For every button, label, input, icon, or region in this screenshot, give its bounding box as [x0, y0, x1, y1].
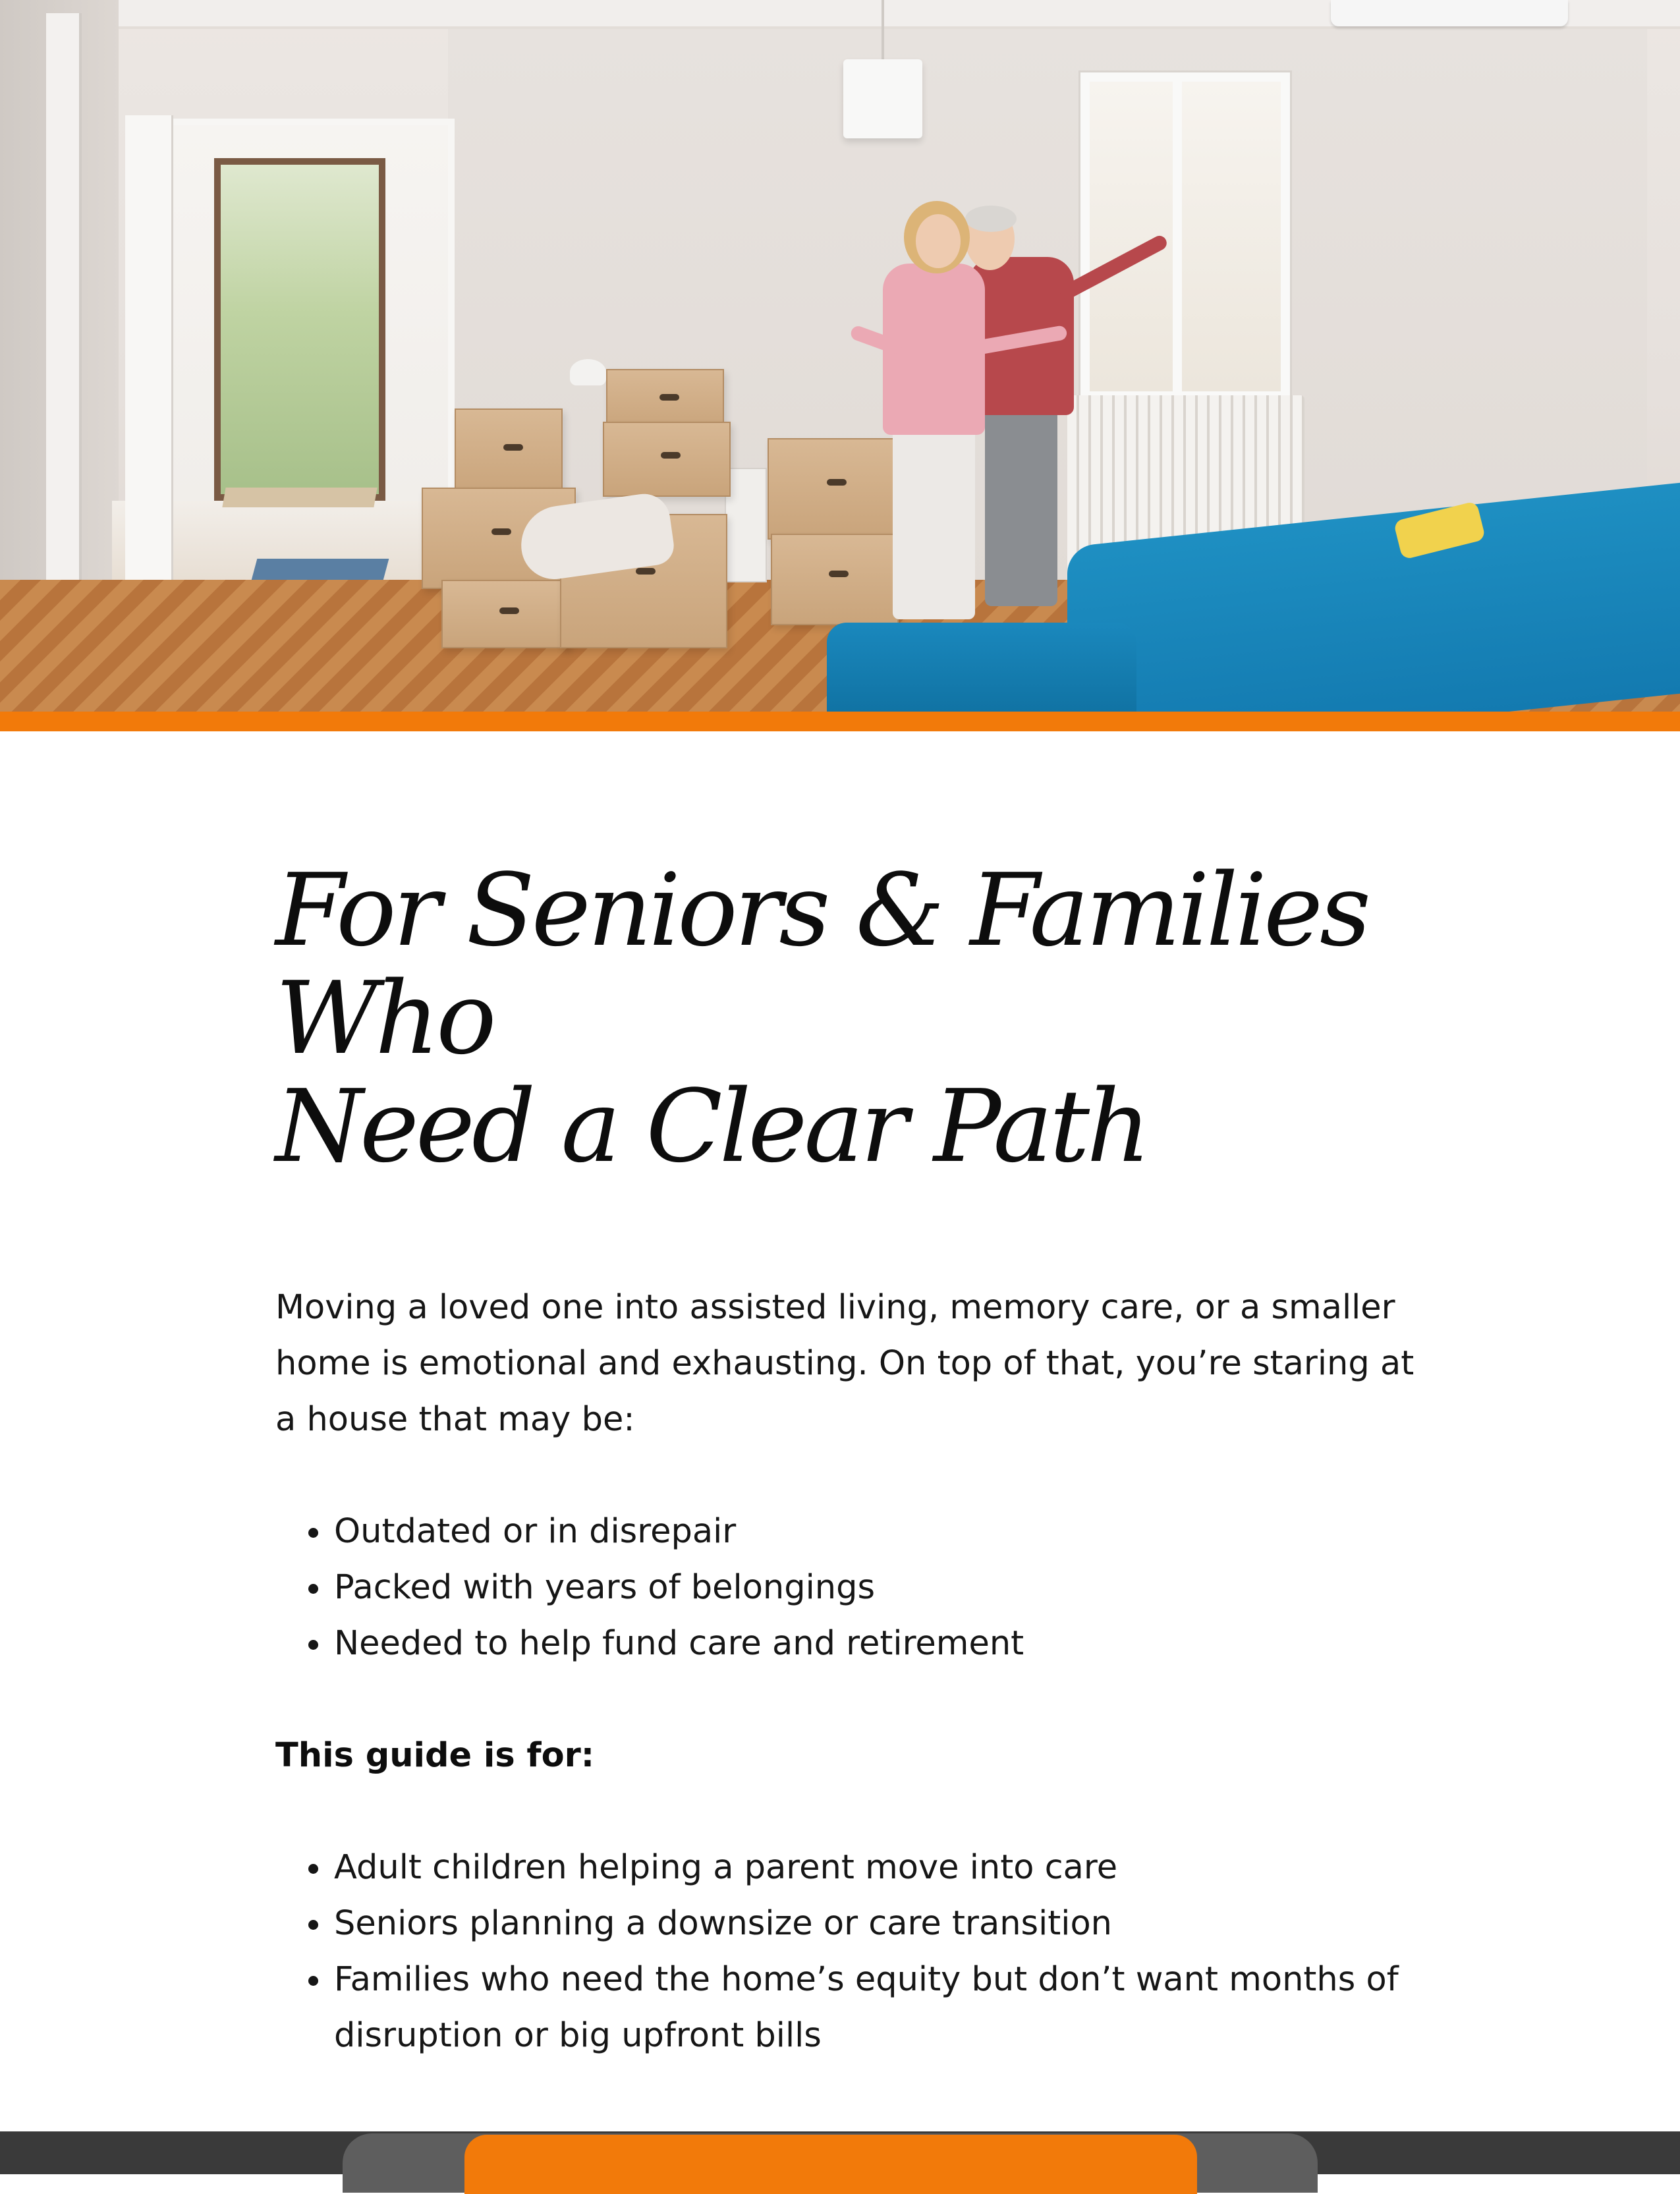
lamp-cord [882, 0, 884, 61]
window-mullion [1173, 72, 1182, 401]
audience-heading: This guide is for: [275, 1736, 595, 1775]
hero-photo [0, 0, 1680, 712]
moving-box [603, 422, 731, 497]
title-line-1: For Seniors & Families Who [275, 852, 1368, 1077]
orange-accent-bar [0, 712, 1680, 731]
list-item: • Seniors planning a downsize or care transition [333, 1896, 1435, 1952]
moving-box [771, 534, 899, 625]
intro-paragraph: Moving a loved one into assisted living, memory care, or a smaller home is emotional and exhausting. On top of that, you’re staring at a house that may be: [275, 1288, 1414, 1439]
moving-box [441, 580, 569, 648]
list-item: • Packed with years of belongings [333, 1560, 1435, 1616]
air-conditioner [1331, 0, 1568, 26]
moving-box [768, 438, 899, 540]
list-item: • Families who need the home’s equity but don’t want months of disruption or big upfront bills [333, 1952, 1435, 2064]
open-door [125, 115, 173, 636]
list-item: • Needed to help fund care and retirement [333, 1616, 1435, 1672]
moving-box [455, 408, 563, 497]
window [1080, 72, 1290, 401]
doormat-inner [222, 488, 377, 507]
list-item: • Outdated or in disrepair [333, 1504, 1435, 1560]
footer-cta-button[interactable] [464, 2135, 1197, 2194]
desk-lamp [570, 359, 606, 385]
page-title [275, 852, 1435, 1185]
sofa-arm [827, 623, 1136, 712]
main-content [275, 852, 1435, 2064]
title-line-2: Need a Clear Path [275, 1068, 1148, 1185]
audience-list [275, 1840, 1435, 2064]
front-door [214, 158, 385, 501]
house-conditions-list [275, 1504, 1435, 1672]
pendant-lamp [843, 59, 922, 138]
list-item: • Adult children helping a parent move into care [333, 1840, 1435, 1896]
shelf [725, 468, 767, 582]
